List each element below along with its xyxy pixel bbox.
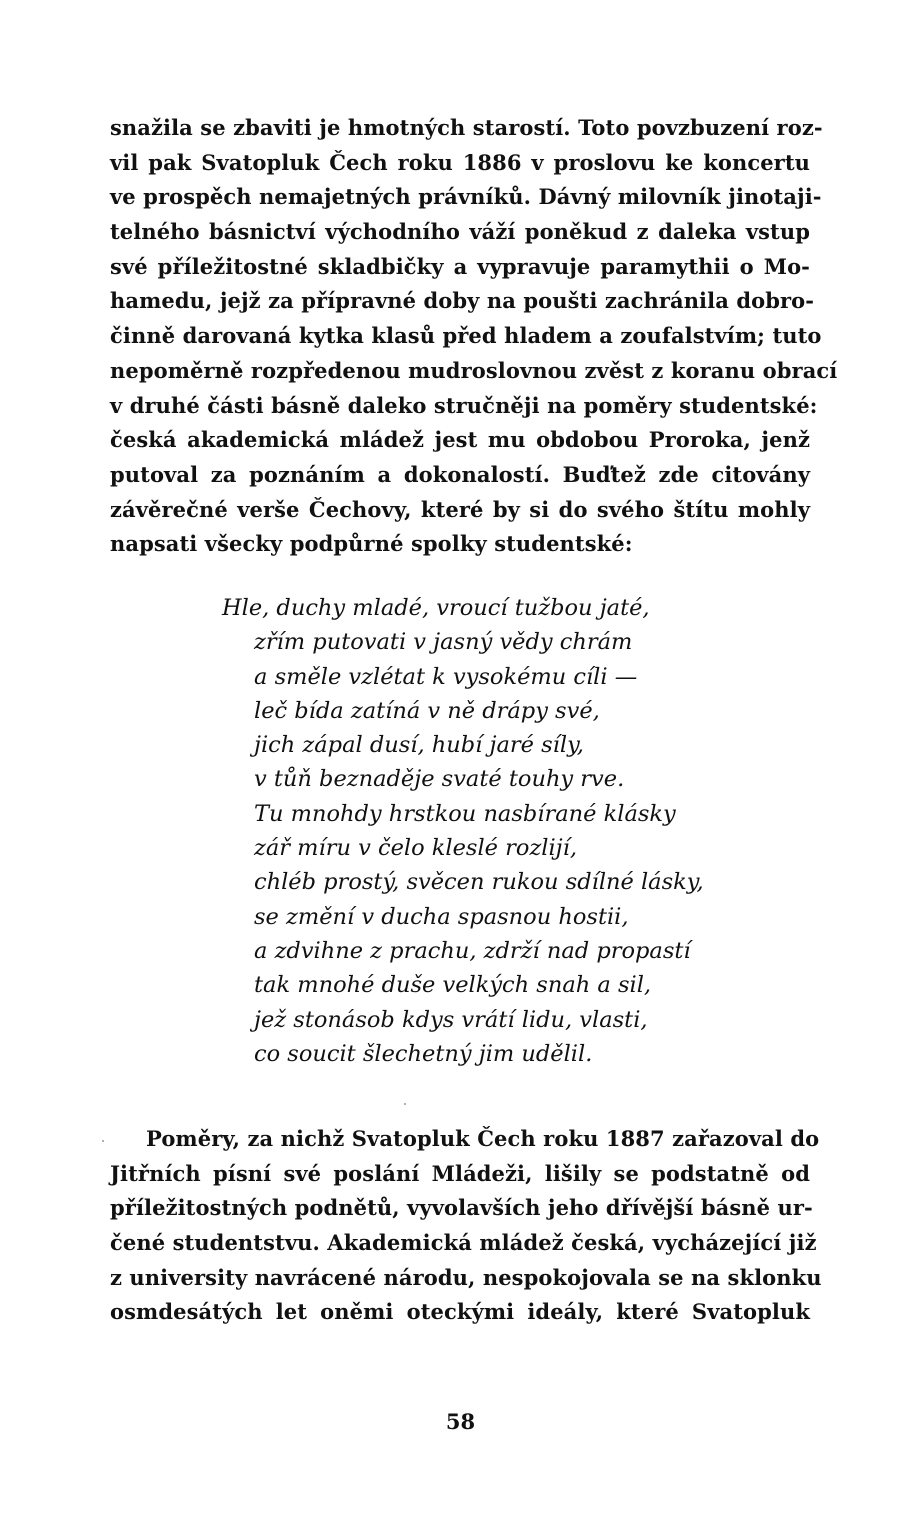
poem-verse: se změní v ducha spasnou hostii, (254, 903, 629, 930)
text-line: hamedu, jejž za přípravné doby na poušti zachránila dobro- (110, 288, 815, 314)
text-line: telného básnictví východního váží poněkud z daleka vstup (110, 219, 810, 245)
poem-verse: jež stonásob kdys vrátí lidu, vlasti, (254, 1006, 648, 1033)
text-line: své příležitostné skladbičky a vypravuje paramythii o Mo- (110, 253, 810, 279)
text-line: vil pak Svatopluk Čech roku 1886 v proslovu ke koncertu (110, 149, 810, 175)
poem-verse: jich zápal dusí, hubí jaré síly, (254, 732, 584, 759)
poem-verse: a směle vzlétat k vysokému cíli — (254, 663, 638, 690)
page-number: 58 (445, 1409, 476, 1434)
print-speck (404, 1103, 406, 1105)
poem-verse: co soucit šlechetný jim udělil. (254, 1040, 593, 1067)
text-line: Poměry, za nichž Svatopluk Čech roku 1887 zařazoval do (146, 1126, 820, 1151)
text-line: v druhé části básně daleko stručněji na poměry studentské: (110, 392, 818, 418)
text-line: snažila se zbaviti je hmotných starostí. Toto povzbuzení roz- (110, 115, 823, 140)
poem-verse: chléb prostý, svěcen rukou sdílné lásky, (254, 869, 704, 896)
text-line: závěrečné verše Čechovy, které by si do svého štítu mohly (110, 496, 810, 522)
text-line: česká akademická mládež jest mu obdobou Proroka, jenž (110, 427, 810, 453)
poem-verse: leč bída zatíná v ně drápy své, (254, 697, 600, 724)
text-line: z university navrácené národu, nespokojovala se na sklonku (110, 1264, 822, 1290)
paragraph-1 (110, 111, 838, 562)
print-speck (102, 1140, 104, 1142)
poem-verse: tak mnohé duše velkých snah a sil, (254, 972, 652, 999)
text-line: Jitřních písní své poslání Mládeži, lišily se podstatně od (110, 1160, 810, 1186)
text-line: nepoměrně rozpředenou mudroslovnou zvěst z koranu obrací (110, 357, 838, 383)
text-line: osmdesátých let oněmi oteckými ideály, které Svatopluk (110, 1299, 810, 1325)
poem-verse: v tůň beznaděje svaté touhy rve. (254, 766, 625, 793)
text-line: čené studentstvu. Akademická mládež česká, vycházející již (110, 1230, 817, 1256)
poem-verse: Tu mnohdy hrstkou nasbírané klásky (254, 800, 676, 827)
text-line: napsati všecky podpůrné spolky studentské: (110, 531, 633, 557)
poem-quotation (222, 591, 782, 1071)
text-line: příležitostných podnětů, vyvolavších jeho dřívější básně ur- (110, 1195, 813, 1221)
poem-verse: a zdvihne z prachu, zdrží nad propastí (254, 937, 691, 964)
text-line: ve prospěch nemajetných právníků. Dávný milovník jinotaji- (110, 184, 822, 210)
text-line: putoval za poznáním a dokonalostí. Buďtež zde citovány (110, 461, 810, 487)
poem-verse: zář míru v čelo kleslé rozlijí, (254, 835, 578, 862)
poem-verse: zřím putovati v jasný vědy chrám (254, 629, 633, 656)
poem-verse: Hle, duchy mladé, vroucí tužbou jaté, (222, 595, 650, 621)
paragraph-2 (110, 1122, 822, 1330)
text-line: činně darovaná kytka klasů před hladem a zoufalstvím; tuto (110, 323, 822, 349)
